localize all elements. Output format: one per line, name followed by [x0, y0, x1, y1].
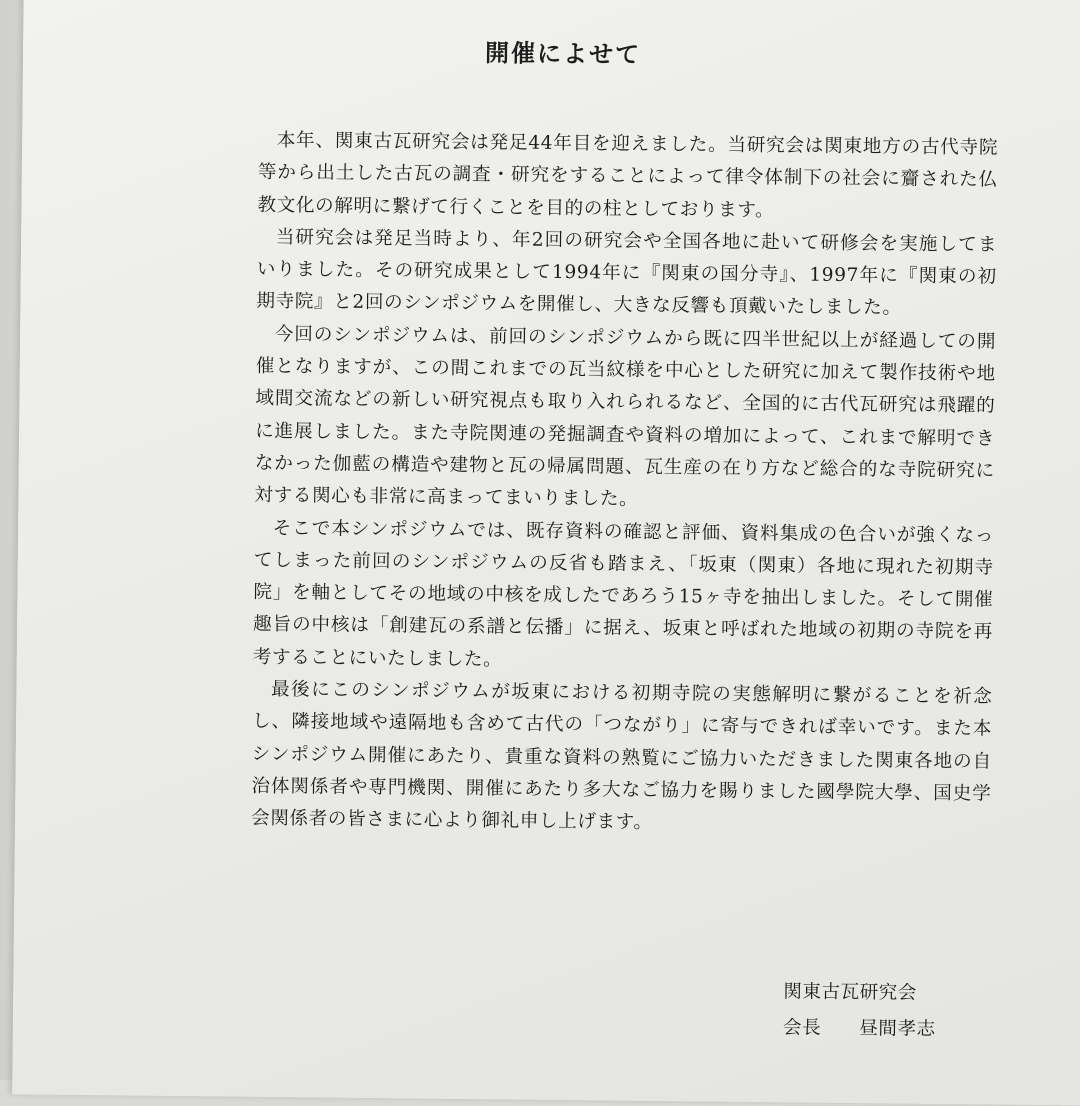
page-title: 開催によせて — [484, 39, 642, 69]
paragraph-4: そこで本シンポジウムでは、既存資料の確認と評価、資料集成の色合いが強くなってしまった前回のシンポジウムの反省も踏まえ、「坂東（関東）各地に現れた初期寺院」を軸としてその地域の中核を成したであろう15ヶ寺を抽出しました。そして開催趣旨の中核は「創建瓦の系譜と伝播」に据え、坂東と呼ばれた地域の初期の寺院を再考することにいたしました。 — [252, 517, 995, 671]
signature-organization: 関東古瓦研究会 — [783, 981, 918, 1004]
paragraph-3: 今回のシンポジウムは、前回のシンポジウムから既に四半世紀以上が経過しての開催となりますが、この間これまでの瓦当紋様を中心とした研究に加えて製作技術や地域間交流などの新しい研究視点も取り入れられるなど、全国的に古代瓦研究は飛躍的に進展しました。また寺院関連の発掘調査や資料の増加によって、これまで解明できなかった伽藍の構造や建物と瓦の帰属問題、瓦生産の在り方など総合的な寺院研究に対する関心も非常に高まってまいりました。 — [254, 323, 997, 511]
signature-role-name: 会長 昼間孝志 — [782, 1017, 936, 1040]
document-body — [251, 125, 998, 843]
paragraph-5: 最後にこのシンポジウムが坂東における初期寺院の実態解明に繋がることを祈念し、隣接地域や遠隔地も含めて古代の「つながり」に寄与できれば幸いです。また本シンポジウム開催にあたり、貴重な資料の熟覧にご協力いただきました関東各地の自治体関係者や専門機関、開催にあたり多大なご協力を賜りました國學院大學、国史学会関係者の皆さまに心より御礼申し上げます。 — [250, 678, 993, 834]
paragraph-1: 本年、関東古瓦研究会は発足44年目を迎えました。当研究会は関東地方の古代寺院等から出土した古瓦の調査・研究をすることによって律令体制下の社会に齎された仏教文化の解明に繋げて行くことを目的の柱としております。 — [257, 129, 999, 221]
signature-block — [783, 974, 937, 1048]
paragraph-2: 当研究会は発足当時より、年2回の研究会や全国各地に赴いて研修会を実施してまいりました。その研究成果として1994年に『関東の国分寺』、1997年に『関東の初期寺院』と2回のシンポジウムを開催し、大きな反響も頂戴いたしました。 — [256, 226, 998, 320]
document-page — [12, 0, 1080, 1106]
